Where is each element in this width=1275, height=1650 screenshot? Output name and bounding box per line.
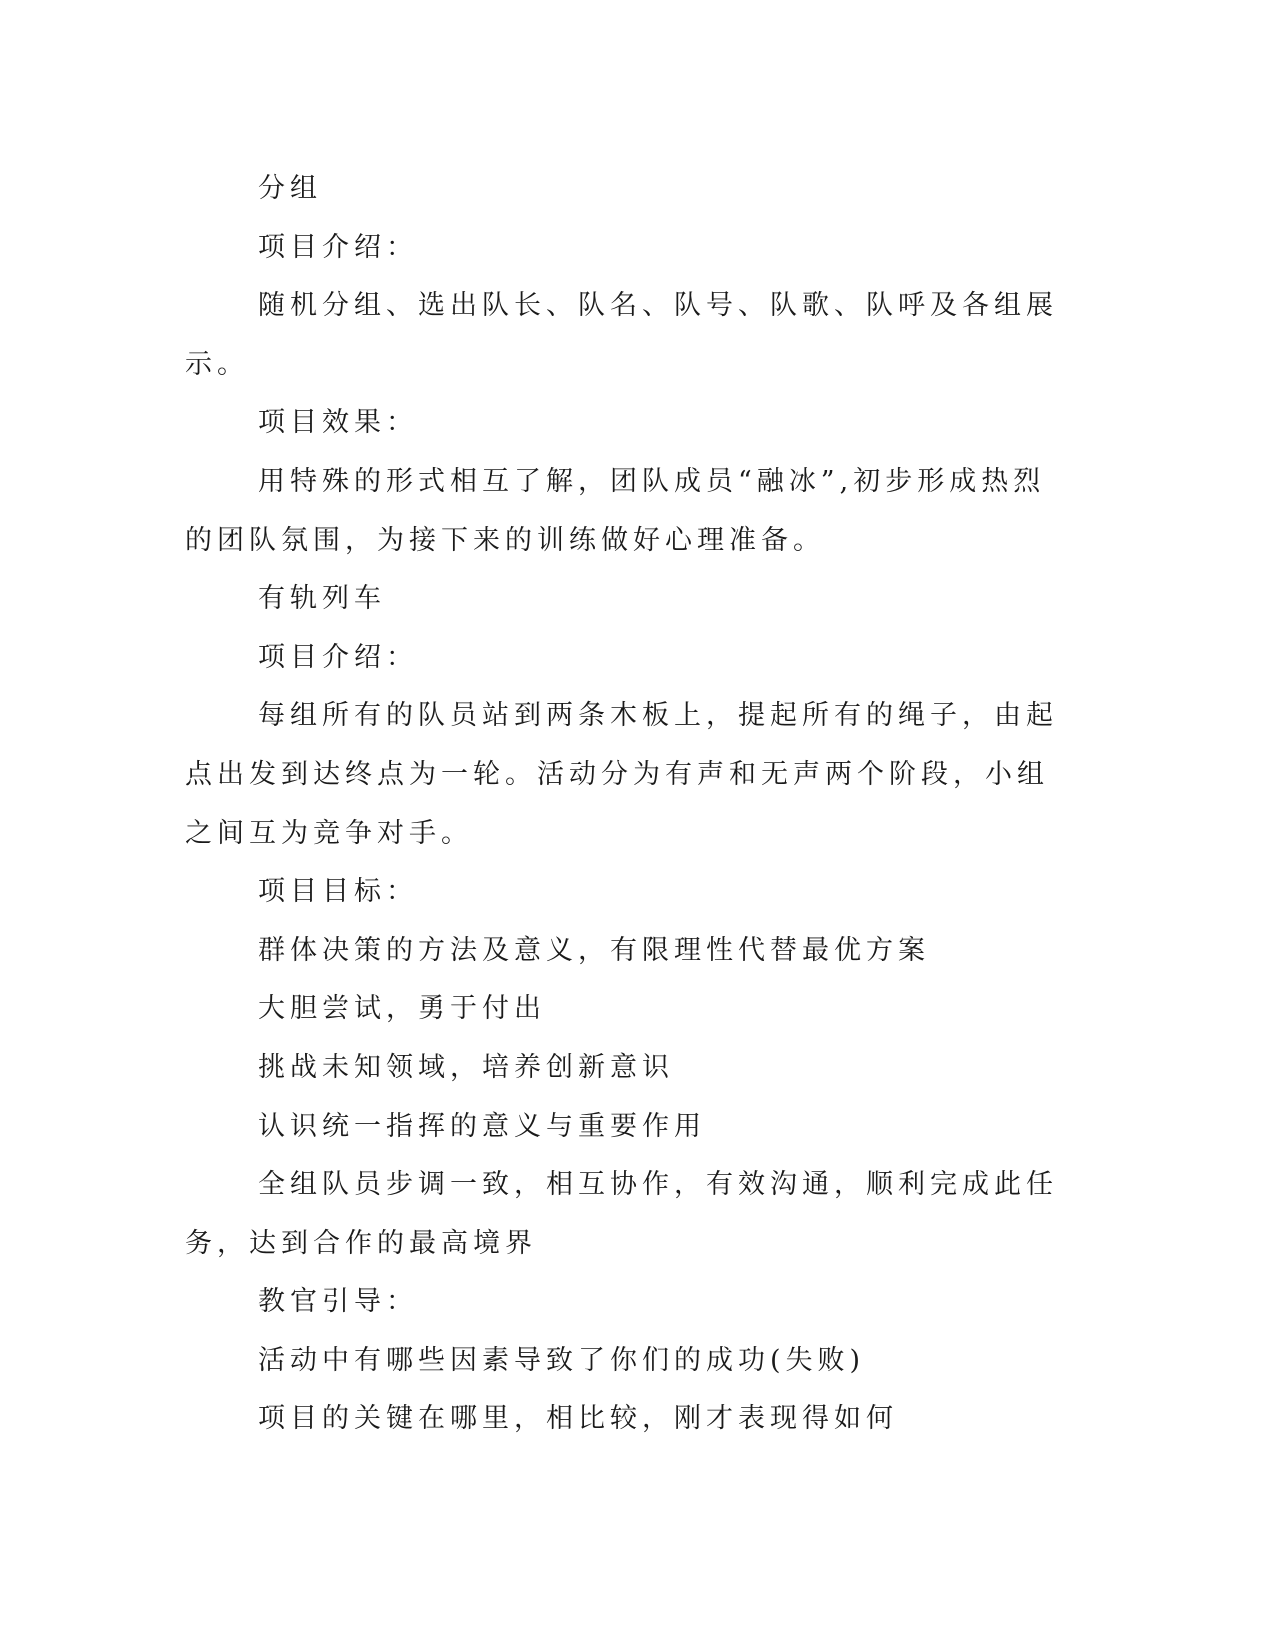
goal-item: 认识统一指挥的意义与重要作用 [258,1110,706,1142]
paragraph-grouping-intro: 随机分组、选出队长、队名、队号、队歌、队呼及各组展示。 [185,290,1058,380]
label-project-goal: 项目目标： [258,876,418,908]
goal-item: 全组队员步调一致，相互协作，有效沟通，顺利完成此任务，达到合作的最高境界 [185,1169,1058,1259]
label-project-effect: 项目效果： [258,407,418,439]
guidance-question: 项目的关键在哪里，相比较，刚才表现得如何 [258,1403,898,1435]
section-heading-rail-train: 有轨列车 [258,583,386,615]
guidance-question: 活动中有哪些因素导致了你们的成功(失败) [258,1344,866,1376]
label-project-intro: 项目介绍： [258,231,418,263]
paragraph-rail-train-intro: 每组所有的队员站到两条木板上，提起所有的绳子，由起点出发到达终点为一轮。活动分为有声和无声两个阶段，小组之间互为竞争对手。 [185,700,1058,849]
section-heading-grouping: 分组 [258,173,322,204]
label-project-intro: 项目介绍： [258,641,418,673]
document-body [185,160,1075,1449]
goal-item: 挑战未知领域，培养创新意识 [258,1051,674,1083]
goal-item: 群体决策的方法及意义，有限理性代替最优方案 [258,934,930,966]
paragraph-grouping-effect: 用特殊的形式相互了解，团队成员“融冰”,初步形成热烈的团队氛围，为接下来的训练做好心理准备。 [185,465,1046,556]
goal-item: 大胆尝试，勇于付出 [258,993,546,1025]
label-instructor-guidance: 教官引导： [258,1286,418,1318]
